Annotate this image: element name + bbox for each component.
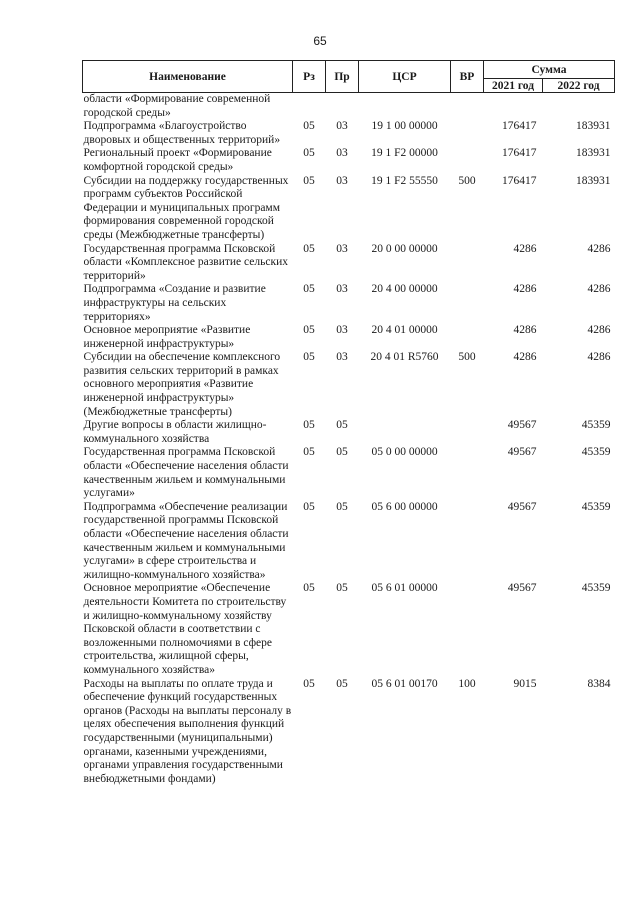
cell-name: Подпрограмма «Благоустройство дворовых и общественных территорий»	[83, 120, 281, 146]
cell-vr	[451, 243, 484, 284]
cell-pr: 03	[336, 351, 348, 364]
table-row	[83, 446, 615, 500]
table-row	[83, 324, 615, 351]
cell-rz: 05	[303, 500, 315, 513]
cell-rz: 05	[303, 324, 315, 337]
cell-sum-2021: 176417	[502, 120, 537, 133]
header-sum: Сумма	[484, 61, 615, 79]
table-row	[83, 283, 615, 324]
cell-sum-2021: 49567	[507, 419, 537, 432]
table-row	[83, 243, 615, 284]
cell-sum-2022: 8384	[587, 677, 611, 690]
cell-sum-2022: 4286	[587, 324, 611, 337]
cell-rz: 05	[303, 174, 315, 187]
cell-sum-2021: 176417	[502, 147, 537, 160]
cell-rz: 05	[303, 120, 315, 133]
cell-rz: 05	[303, 283, 315, 296]
table-row	[83, 351, 615, 419]
cell-name: Подпрограмма «Создание и развитие инфраструктуры на сельских территориях»	[83, 283, 266, 323]
cell-pr: 05	[336, 446, 348, 459]
cell-pr: 05	[336, 582, 348, 595]
cell-csr: 20 4 01 00000	[371, 324, 438, 337]
cell-csr: 19 1 F2 00000	[371, 147, 438, 160]
cell-csr	[359, 419, 451, 446]
cell-csr	[359, 93, 451, 121]
table-row	[83, 419, 615, 446]
cell-sum-2021: 49567	[507, 582, 537, 595]
table-row	[83, 678, 615, 787]
header-csr: ЦСР	[359, 61, 451, 93]
cell-name: Субсидии на обеспечение комплексного развития сельских территорий в рамках основного мероприятия «Развитие инженерной инфраструктуры» (Межбюджетные трансферты)	[83, 351, 281, 418]
cell-rz: 05	[303, 446, 315, 459]
cell-rz: 05	[303, 582, 315, 595]
cell-pr: 05	[336, 500, 348, 513]
cell-rz: 05	[303, 147, 315, 160]
cell-pr: 03	[336, 147, 348, 160]
cell-vr	[451, 501, 484, 583]
cell-vr: 500	[458, 351, 476, 364]
cell-name: Основное мероприятие «Развитие инженерной инфраструктуры»	[83, 324, 251, 350]
cell-vr	[451, 283, 484, 324]
table-row	[83, 175, 615, 243]
cell-vr: 500	[458, 174, 476, 187]
cell-csr: 20 4 01 R5760	[370, 351, 439, 364]
cell-vr	[451, 147, 484, 174]
cell-csr: 05 0 00 00000	[371, 446, 438, 459]
cell-sum-2021: 176417	[502, 174, 537, 187]
cell-sum-2022: 45359	[581, 446, 611, 459]
cell-vr	[451, 582, 484, 677]
cell-sum-2022: 183931	[576, 174, 611, 187]
cell-name: Региональный проект «Формирование комфортной городской среды»	[83, 147, 272, 173]
cell-pr: 03	[336, 324, 348, 337]
cell-sum-2021: 4286	[513, 351, 537, 364]
cell-sum-2021: 4286	[513, 283, 537, 296]
cell-sum-2022: 183931	[576, 147, 611, 160]
cell-sum-2022: 45359	[581, 419, 611, 432]
cell-rz: 05	[303, 677, 315, 690]
cell-pr: 03	[336, 120, 348, 133]
header-pr: Пр	[326, 61, 359, 93]
cell-pr: 05	[336, 677, 348, 690]
header-rz: Рз	[293, 61, 326, 93]
cell-sum-2021: 49567	[507, 500, 537, 513]
header-name: Наименование	[83, 61, 293, 93]
cell-csr: 20 0 00 00000	[371, 242, 438, 255]
table-body	[83, 93, 615, 787]
cell-sum-2022: 4286	[587, 283, 611, 296]
table-row	[83, 582, 615, 677]
cell-vr	[451, 93, 484, 121]
header-year-2021: 2021 год	[484, 79, 543, 93]
cell-sum-2021: 9015	[513, 677, 537, 690]
cell-pr: 03	[336, 283, 348, 296]
cell-csr: 05 6 00 00000	[371, 500, 438, 513]
cell-name: Государственная программа Псковской области «Комплексное развитие сельских территорий»	[83, 242, 288, 282]
cell-sum-2021	[484, 93, 543, 121]
cell-sum-2022: 183931	[576, 120, 611, 133]
cell-pr: 03	[336, 174, 348, 187]
cell-sum-2022: 45359	[581, 500, 611, 513]
cell-csr: 05 6 01 00000	[371, 582, 438, 595]
cell-pr: 03	[336, 242, 348, 255]
cell-sum-2022: 45359	[581, 582, 611, 595]
cell-sum-2022: 4286	[587, 242, 611, 255]
cell-name: Субсидии на поддержку государственных программ субъектов Российской Федерации и муниципальных программ формирования современной городской среды (Межбюджетные трансферты)	[83, 174, 289, 241]
cell-vr	[451, 120, 484, 147]
cell-sum-2021: 49567	[507, 446, 537, 459]
cell-name: области «Формирование современной городской среды»	[83, 93, 271, 119]
table-header	[83, 61, 615, 93]
header-vr: ВР	[451, 61, 484, 93]
cell-csr: 19 1 F2 55550	[371, 174, 438, 187]
cell-name: Другие вопросы в области жилищно-коммунального хозяйства	[83, 419, 267, 445]
cell-sum-2021: 4286	[513, 324, 537, 337]
cell-rz: 05	[303, 419, 315, 432]
cell-name: Государственная программа Псковской области «Обеспечение населения области качественным жильем и коммунальными услугами»	[83, 446, 289, 500]
cell-vr	[451, 446, 484, 500]
cell-csr: 19 1 00 00000	[371, 120, 438, 133]
budget-table	[82, 60, 615, 786]
table-row	[83, 93, 615, 121]
cell-rz: 05	[303, 351, 315, 364]
cell-vr	[451, 324, 484, 351]
cell-csr: 05 6 01 00170	[371, 677, 438, 690]
cell-pr	[326, 93, 359, 121]
cell-sum-2022: 4286	[587, 351, 611, 364]
header-year-2022: 2022 год	[543, 79, 615, 93]
cell-sum-2021: 4286	[513, 242, 537, 255]
cell-pr: 05	[336, 419, 348, 432]
cell-name: Основное мероприятие «Обеспечение деятельности Комитета по строительству и жилищно-коммунальному хозяйству Псковской области в соответствии с возложенными полномочиями в сфере строительства, жилищной сферы, коммунального хозяйства»	[83, 582, 287, 676]
page-number: 65	[313, 34, 327, 48]
cell-vr	[451, 419, 484, 446]
cell-rz	[293, 93, 326, 121]
cell-rz: 05	[303, 242, 315, 255]
cell-sum-2022	[543, 93, 615, 121]
cell-vr: 100	[458, 677, 476, 690]
table-row	[83, 120, 615, 147]
table-row	[83, 501, 615, 583]
cell-name: Расходы на выплаты по оплате труда и обеспечение функций государственных органов (Расходы на выплаты персоналу в целях обеспечения выполнения функций государственными (муниципальными) органами, казенными учреждениями, органами управления государственными внебюджетными фондами)	[83, 677, 292, 785]
cell-name: Подпрограмма «Обеспечение реализации государственной программы Псковской области «Обеспечение населения области качественным жильем и коммунальными услугами» в сфере строительства и жилищно-коммунального хозяйства»	[83, 500, 289, 581]
cell-csr: 20 4 00 00000	[371, 283, 438, 296]
table-row	[83, 147, 615, 174]
